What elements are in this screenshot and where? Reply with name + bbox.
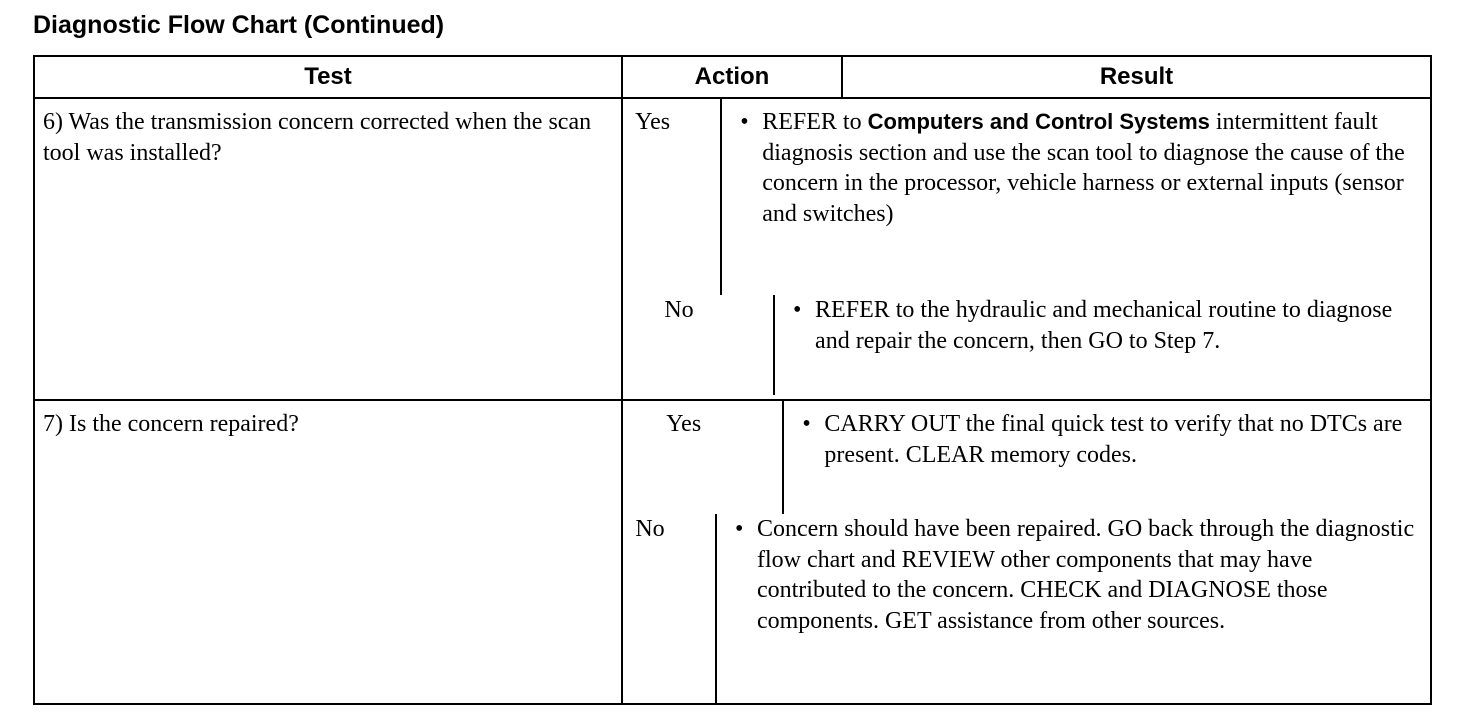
- result-prefix: REFER to: [762, 109, 868, 135]
- result-text: REFER to the hydraulic and mechanical routine to diagnose and repair the concern, then GO to Step 7.: [815, 297, 1393, 354]
- bullet-icon: •: [793, 297, 802, 323]
- action-step-7-no: No: [635, 516, 665, 542]
- bullet-icon: •: [802, 411, 811, 437]
- header-test: Test: [34, 56, 622, 98]
- action-result-group-step-6: [622, 98, 1431, 400]
- diagnostic-flow-table: [33, 55, 1432, 705]
- action-step-6-no: No: [664, 297, 694, 323]
- header-result: Result: [842, 56, 1431, 98]
- table-header-row: [34, 56, 1431, 98]
- bullet-icon: •: [734, 516, 744, 542]
- table-row-step-6: [34, 98, 1431, 400]
- entry-step-6-no: [623, 295, 1430, 393]
- action-step-7-yes: Yes: [666, 411, 702, 437]
- entry-step-7-yes: [623, 409, 1430, 514]
- result-step-6-no: [773, 295, 1430, 395]
- action-step-6-yes: Yes: [635, 109, 671, 135]
- result-step-7-no: [715, 514, 1430, 704]
- result-emphasis-link-text: Computers and Control Systems: [867, 109, 1210, 134]
- test-step-6: 6) Was the transmission concern corrected when the scan tool was installed?: [34, 98, 622, 400]
- bullet-icon: •: [740, 109, 749, 135]
- test-step-7: 7) Is the concern repaired?: [34, 400, 622, 704]
- result-step-6-yes: [720, 99, 1430, 295]
- entry-step-7-no: [623, 514, 1430, 702]
- result-suffix: intermittent fault diagnosis section and use the scan tool to diagnose the cause of the concern in the processor, vehicle harness or external inputs (sensor and switches): [762, 109, 1405, 227]
- result-text: Concern should have been repaired. GO back through the diagnostic flow chart and REVIEW other components that may have contributed to the concern. CHECK and DIAGNOSE those components. GET assistance from other sources.: [756, 516, 1415, 634]
- header-action: Action: [622, 56, 842, 98]
- action-result-group-step-7: [622, 400, 1431, 704]
- entry-step-6-yes: [623, 107, 1430, 295]
- result-step-7-yes: [782, 401, 1430, 514]
- result-text: [762, 107, 1422, 295]
- table-row-step-7: [34, 400, 1431, 704]
- page-title: Diagnostic Flow Chart (Continued): [33, 11, 445, 39]
- result-text: CARRY OUT the final quick test to verify that no DTCs are present. CLEAR memory codes.: [824, 411, 1403, 468]
